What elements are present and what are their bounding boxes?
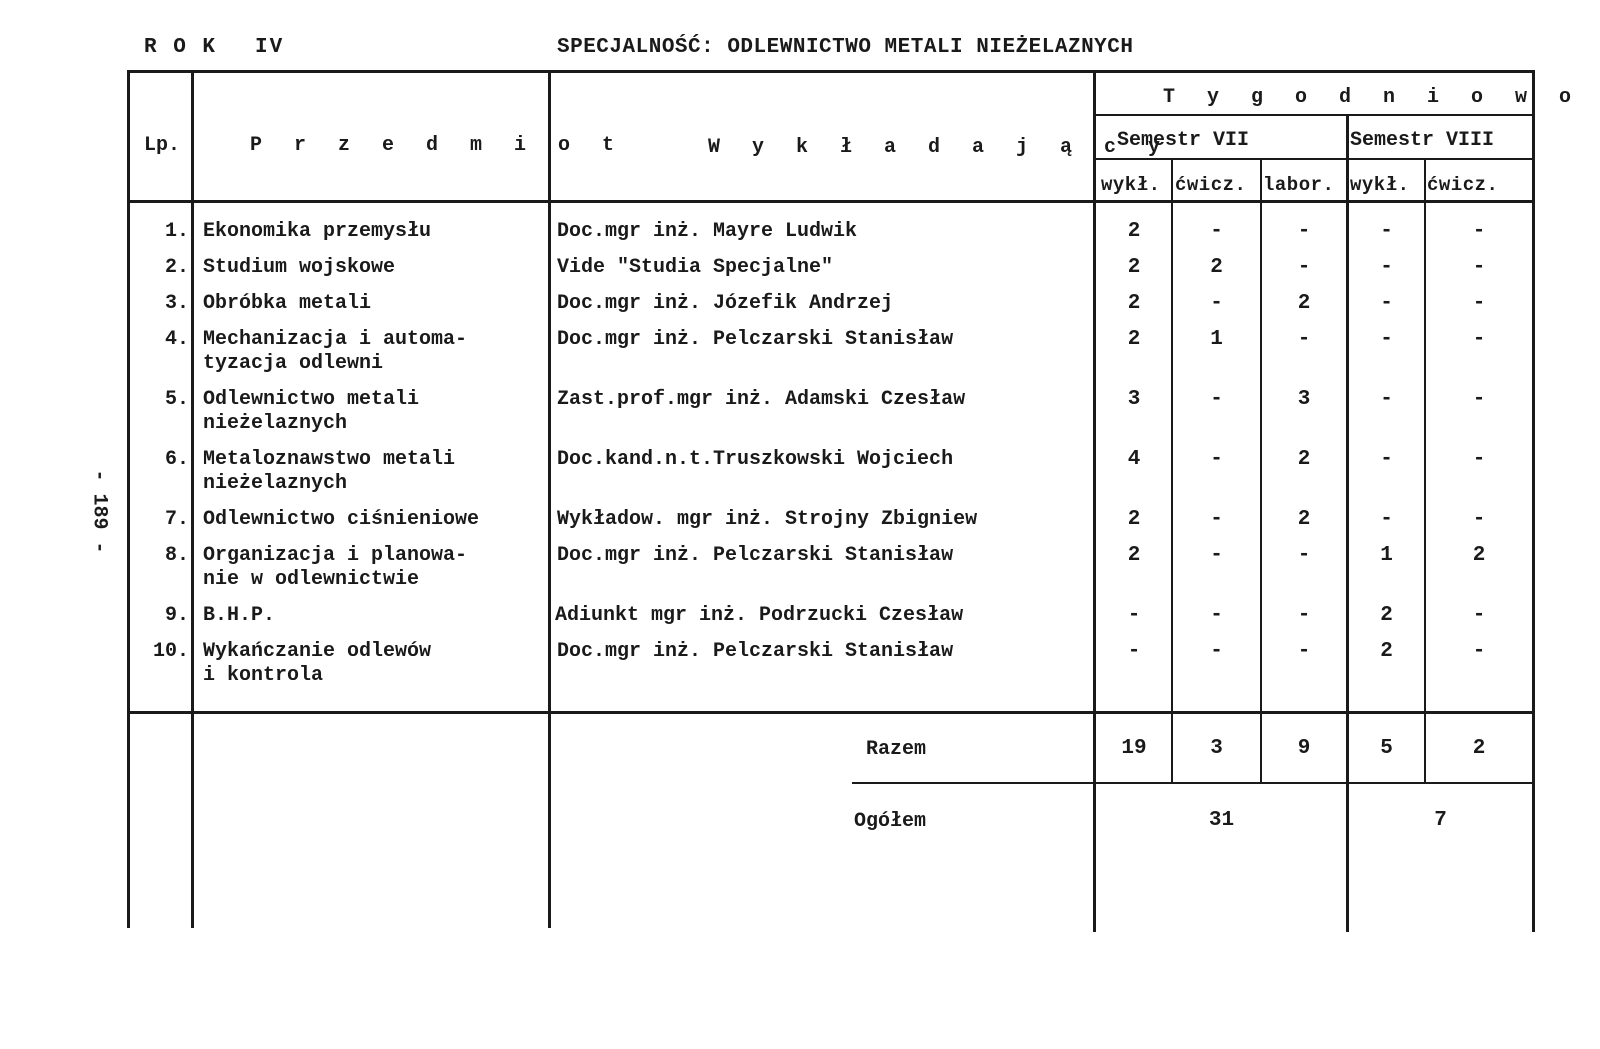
header-bottom-border bbox=[127, 200, 1535, 203]
razem-s7-cwicz: 3 bbox=[1210, 737, 1223, 760]
row-s7-cwicz: 1 bbox=[1210, 328, 1223, 351]
row-s7-cwicz: - bbox=[1210, 544, 1223, 567]
row-s8-cwicz: - bbox=[1472, 256, 1486, 279]
row-subject: Odlewnictwo ciśnieniowe bbox=[203, 508, 480, 531]
row-s8-wykl: - bbox=[1380, 256, 1393, 279]
year-heading bbox=[144, 36, 284, 59]
row-lp: 5. bbox=[164, 388, 189, 411]
razem-underline bbox=[852, 782, 1535, 784]
razem-s8-wykl: 5 bbox=[1380, 737, 1393, 760]
row-s7-wykl: 4 bbox=[1127, 448, 1141, 471]
row-s7-wykl: 2 bbox=[1127, 220, 1141, 243]
row-subject: Ekonomika przemysłu bbox=[203, 220, 432, 243]
header-semester-8: Semestr VIII bbox=[1350, 129, 1495, 152]
row-s8-cwicz: - bbox=[1472, 604, 1486, 627]
row-subject: Wykańczanie odlewów i kontrola bbox=[203, 640, 432, 687]
row-lp: 8. bbox=[164, 544, 189, 567]
row-lp: 3. bbox=[164, 292, 189, 315]
row-s8-wykl: 2 bbox=[1380, 604, 1393, 627]
ogolem-sem7: 31 bbox=[1208, 809, 1235, 832]
row-lecturer: Doc.mgr inż. Józefik Andrzej bbox=[557, 292, 894, 315]
header-semester-7: Semestr VII bbox=[1117, 129, 1250, 152]
row-s7-wykl: - bbox=[1127, 604, 1141, 627]
subheader-s7-wykl: wykł. bbox=[1101, 174, 1161, 196]
row-subject: Organizacja i planowa- nie w odlewnictwie bbox=[203, 544, 468, 591]
razem-s7-wykl: 19 bbox=[1121, 737, 1147, 760]
body-bottom-border bbox=[127, 711, 1535, 714]
row-lp: 4. bbox=[164, 328, 189, 351]
year-number: IV bbox=[255, 36, 285, 59]
row-s7-labor: 3 bbox=[1297, 388, 1311, 411]
row-s7-labor: - bbox=[1297, 256, 1311, 279]
row-s7-cwicz: - bbox=[1210, 388, 1223, 411]
row-lecturer: Doc.mgr inż. Mayre Ludwik bbox=[557, 220, 858, 243]
row-s8-wykl: - bbox=[1380, 508, 1393, 531]
subheader-s7-cwicz: ćwicz. bbox=[1175, 174, 1247, 196]
row-s7-wykl: 2 bbox=[1127, 544, 1141, 567]
row-s7-labor: 2 bbox=[1297, 292, 1311, 315]
row-s8-wykl: - bbox=[1380, 388, 1393, 411]
row-lp: 2. bbox=[164, 256, 189, 279]
row-s7-cwicz: - bbox=[1210, 640, 1223, 663]
row-s8-cwicz: - bbox=[1472, 328, 1486, 351]
year-letters: R O K bbox=[144, 36, 218, 59]
row-s8-wykl: - bbox=[1380, 292, 1393, 315]
subheader-s8-wykl: wykł. bbox=[1350, 174, 1410, 196]
row-s7-labor: 2 bbox=[1297, 508, 1311, 531]
subheader-s7-labor: labor. bbox=[1263, 174, 1335, 196]
header-lecturer: W y k ł a d a j ą c y bbox=[708, 136, 1171, 159]
row-s8-wykl: 1 bbox=[1380, 544, 1393, 567]
header-lp: Lp. bbox=[144, 134, 181, 157]
row-s7-wykl: - bbox=[1127, 640, 1141, 663]
page-number: - 189 - bbox=[87, 469, 111, 554]
row-lecturer: Adiunkt mgr inż. Podrzucki Czesław bbox=[555, 604, 964, 627]
row-lecturer: Wykładow. mgr inż. Strojny Zbigniew bbox=[557, 508, 978, 531]
row-s7-labor: - bbox=[1297, 640, 1311, 663]
row-s7-wykl: 2 bbox=[1127, 292, 1141, 315]
row-lecturer: Doc.mgr inż. Pelczarski Stanisław bbox=[557, 544, 954, 567]
row-s8-wykl: - bbox=[1380, 220, 1393, 243]
razem-s7-labor: 9 bbox=[1297, 737, 1311, 760]
row-s8-wykl: 2 bbox=[1380, 640, 1393, 663]
row-s7-labor: - bbox=[1297, 544, 1311, 567]
row-subject: Mechanizacja i automa- tyzacja odlewni bbox=[203, 328, 468, 375]
row-s7-cwicz: - bbox=[1210, 220, 1223, 243]
row-lp: 7. bbox=[164, 508, 189, 531]
row-s7-wykl: 2 bbox=[1127, 508, 1141, 531]
row-s7-cwicz: - bbox=[1210, 448, 1223, 471]
row-s7-cwicz: - bbox=[1210, 292, 1223, 315]
row-s8-cwicz: - bbox=[1472, 388, 1486, 411]
row-s7-cwicz: 2 bbox=[1210, 256, 1223, 279]
row-lp: 6. bbox=[164, 448, 189, 471]
row-s7-wykl: 3 bbox=[1127, 388, 1141, 411]
row-s7-cwicz: - bbox=[1210, 604, 1223, 627]
row-lecturer: Doc.mgr inż. Pelczarski Stanisław bbox=[557, 640, 954, 663]
row-s7-labor: - bbox=[1297, 604, 1311, 627]
row-subject: Obróbka metali bbox=[203, 292, 372, 315]
row-s7-labor: 2 bbox=[1297, 448, 1311, 471]
row-lp: 10. bbox=[152, 640, 189, 663]
razem-s8-cwicz: 2 bbox=[1472, 737, 1486, 760]
weekly-underline bbox=[1095, 114, 1535, 116]
row-s8-cwicz: 2 bbox=[1472, 544, 1486, 567]
row-s8-wykl: - bbox=[1380, 328, 1393, 351]
header-subject: P r z e d m i o t bbox=[250, 134, 625, 157]
row-s7-labor: - bbox=[1297, 328, 1311, 351]
row-s8-cwicz: - bbox=[1472, 292, 1486, 315]
col-border-right bbox=[1532, 70, 1535, 932]
row-lecturer: Zast.prof.mgr inż. Adamski Czesław bbox=[557, 388, 966, 411]
row-lecturer: Vide "Studia Specjalne" bbox=[557, 256, 834, 279]
row-s7-cwicz: - bbox=[1210, 508, 1223, 531]
col-border-lp bbox=[191, 70, 194, 928]
row-s7-wykl: 2 bbox=[1127, 328, 1141, 351]
ogolem-label: Ogółem bbox=[854, 810, 927, 833]
row-lecturer: Doc.mgr inż. Pelczarski Stanisław bbox=[557, 328, 954, 351]
row-subject: Studium wojskowe bbox=[203, 256, 396, 279]
row-s8-cwicz: - bbox=[1472, 508, 1486, 531]
col-border-left bbox=[127, 70, 130, 928]
row-s8-wykl: - bbox=[1380, 448, 1393, 471]
row-s7-wykl: 2 bbox=[1127, 256, 1141, 279]
row-subject: B.H.P. bbox=[203, 604, 276, 627]
row-s8-cwicz: - bbox=[1472, 448, 1486, 471]
table-top-border bbox=[127, 70, 1535, 73]
row-lecturer: Doc.kand.n.t.Truszkowski Wojciech bbox=[557, 448, 954, 471]
row-s8-cwicz: - bbox=[1472, 220, 1486, 243]
header-weekly: T y g o d n i o w o bbox=[1163, 86, 1582, 109]
row-lp: 1. bbox=[164, 220, 189, 243]
row-lp: 9. bbox=[164, 604, 189, 627]
specialty-heading: SPECJALNOŚĆ: ODLEWNICTWO METALI NIEŻELAZNYCH bbox=[557, 36, 1134, 59]
row-subject: Odlewnictwo metali nieżelaznych bbox=[203, 388, 420, 435]
row-s8-cwicz: - bbox=[1472, 640, 1486, 663]
col-border-subject bbox=[548, 70, 551, 928]
ogolem-sem8: 7 bbox=[1434, 809, 1447, 832]
razem-label: Razem bbox=[866, 738, 927, 761]
row-subject: Metaloznawstwo metali nieżelaznych bbox=[203, 448, 456, 495]
col-border-lecturer bbox=[1093, 70, 1096, 932]
row-s7-labor: - bbox=[1297, 220, 1311, 243]
subheader-s8-cwicz: ćwicz. bbox=[1427, 174, 1499, 196]
